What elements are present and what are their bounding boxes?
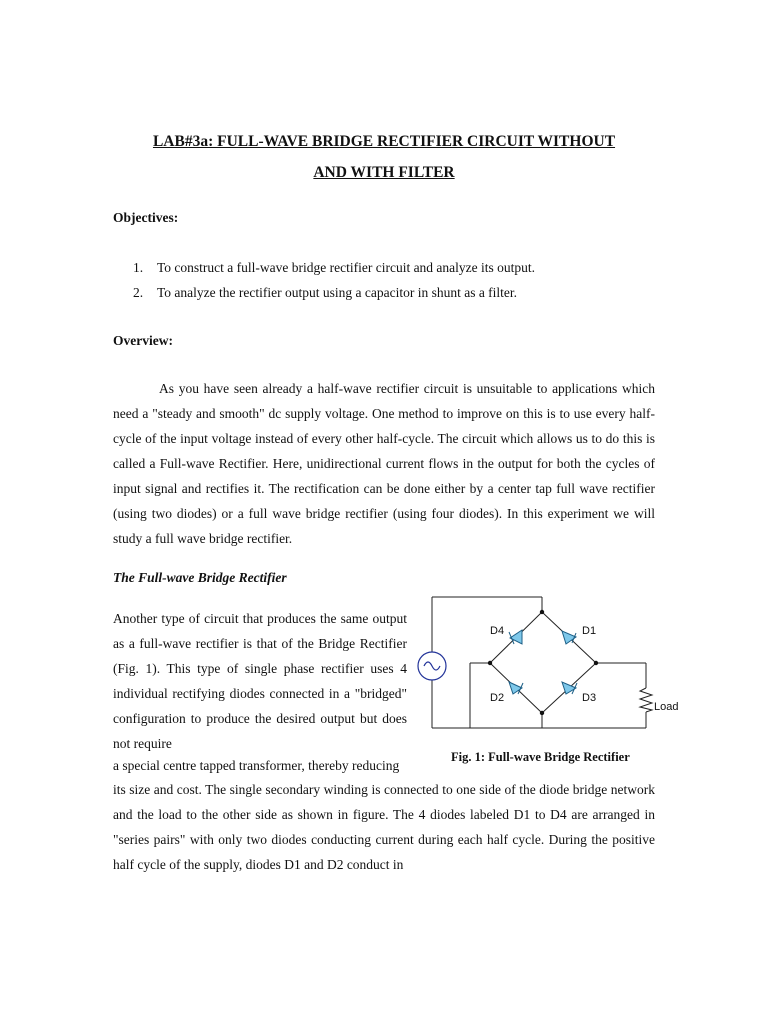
objectives-heading: Objectives: [113,210,179,225]
bridge-rectifier-diagram [410,590,679,750]
title-line-2: AND WITH FILTER [313,164,455,181]
title-line-1: LAB#3a: FULL-WAVE BRIDGE RECTIFIER CIRCUIT WITHOUT [152,133,616,150]
list-item-number: 1. [133,260,144,275]
load-resistor-icon [640,688,652,712]
bridge-section-heading: The Full-wave Bridge Rectifier [113,570,287,585]
list-item-text: To analyze the rectifier output using a capacitor in shunt as a filter. [157,285,518,300]
list-item [133,284,535,309]
list-item-number: 2. [133,285,144,300]
list-item [133,259,535,284]
label-d3: D3 [582,692,597,704]
label-d4: D4 [490,625,505,637]
bridge-paragraph-part-3: its size and cost. The single secondary winding is connected to one side of the diode bridge network and the load to the other side as shown in figure. The 4 diodes labeled D1 to D4 are arranged in "series pairs" with only two diodes conducting current during each half cycle. During the positive half cycle of the supply, diodes D1 and D2 conduct in [113,782,655,872]
bridge-paragraph-part-2: a special centre tapped transformer, thereby reducing [113,758,400,773]
figure-caption: Fig. 1: Full-wave Bridge Rectifier [451,750,630,764]
label-d2: D2 [490,692,505,704]
page-title [100,126,668,188]
overview-paragraph: As you have seen already a half-wave rectifier circuit is unsuitable to applications which need a "steady and smooth" dc supply voltage. One method to improve on this is to use every half-cycle of the input voltage instead of every other half-cycle. The circuit which allows us to do this is called a Full-wave Rectifier. Here, unidirectional current flows in the output for both the cycles of input signal and rectifies it. The rectification can be done either by a center tap full wave rectifier (using two diodes) or a full wave bridge rectifier (using four diodes). In this experiment we will study a full wave bridge rectifier. [113,381,655,546]
overview-heading: Overview: [113,333,173,348]
label-load: Load [654,701,679,713]
objectives-list [133,259,535,309]
bridge-paragraph-part-1: Another type of circuit that produces the same output as a full-wave rectifier is that of the Bridge Rectifier (Fig. 1). This type of single phase rectifier uses 4 individual rectifying diodes connected in a "bridged" configuration to produce the desired output but does not require [113,611,407,751]
circuit-wires [432,597,646,728]
label-d1: D1 [582,625,597,637]
ac-source-icon [418,652,446,680]
list-item-text: To construct a full-wave bridge rectifier circuit and analyze its output. [157,260,536,275]
